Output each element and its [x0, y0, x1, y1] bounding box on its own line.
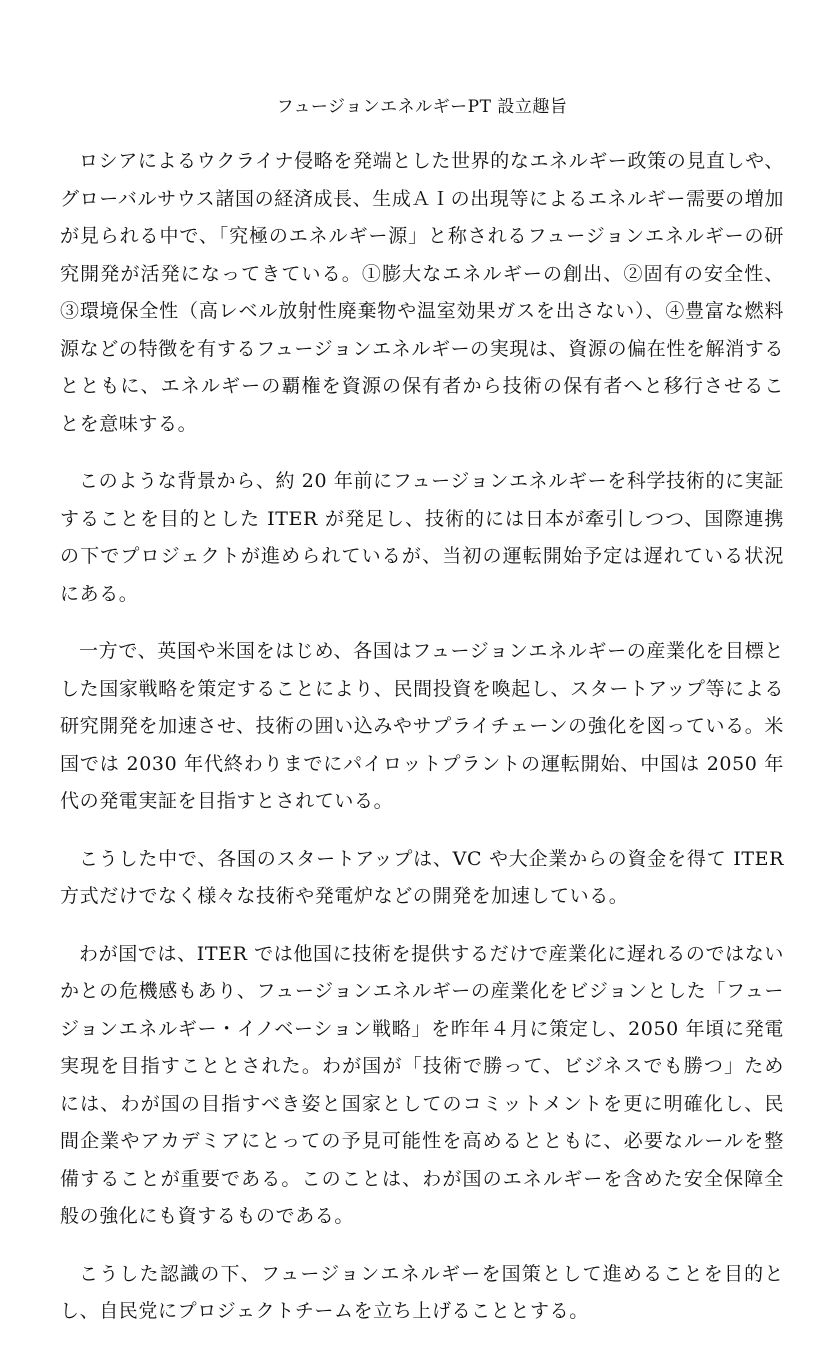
paragraph-background: ロシアによるウクライナ侵略を発端とした世界的なエネルギー政策の見直しや、グローバルサウス諸国の経済成長、生成ＡＩの出現等によるエネルギー需要の増加が見られる中で、「究極のエネルギー源」と称されるフュージョンエネルギーの研究開発が活発になってきている。①膨大なエネルギーの創出、②固有の安全性、③環境保全性（高レベル放射性廃棄物や温室効果ガスを出さない）、④豊富な燃料源などの特徴を有するフュージョンエネルギーの実現は、資源の偏在性を解消するとともに、エネルギーの覇権を資源の保有者から技術の保有者へと移行させることを意味する。: [60, 150, 784, 435]
paragraph-startups: こうした中で、各国のスタートアップは、VC や大企業からの資金を得て ITER 方式だけでなく様々な技術や発電炉などの開発を加速している。: [60, 847, 784, 907]
paragraph-japan-strategy: わが国では、ITER では他国に技術を提供するだけで産業化に遅れるのではないかとの危機感もあり、フュージョンエネルギーの産業化をビジョンとした「フュージョンエネルギー・イノベーション戦略」を昨年４月に策定し、2050 年頃に発電実現を目指すこととされた。わが国が「技術で勝って、ビジネスでも勝つ」ためには、わが国の目指すべき姿と国家としてのコミットメントを更に明確化し、民間企業やアカデミアにとっての予見可能性を高めるとともに、必要なルールを整備することが重要である。このことは、わが国のエネルギーを含めた安全保障全般の強化にも資するものである。: [60, 942, 784, 1227]
paragraph-conclusion: こうした認識の下、フュージョンエネルギーを国策として進めることを目的とし、自民党にプロジェクトチームを立ち上げることとする。: [60, 1262, 784, 1322]
document-title: フュージョンエネルギーPT 設立趣旨: [276, 97, 568, 117]
paragraph-iter: このような背景から、約 20 年前にフュージョンエネルギーを科学技術的に実証することを目的とした ITER が発足し、技術的には日本が牽引しつつ、国際連携の下でプロジェクトが進められているが、当初の運転開始予定は遅れている状況にある。: [60, 470, 784, 605]
document-page: [60, 92, 784, 1351]
paragraph-international-strategies: 一方で、英国や米国をはじめ、各国はフュージョンエネルギーの産業化を目標とした国家戦略を策定することにより、民間投資を喚起し、スタートアップ等による研究開発を加速させ、技術の囲い込みやサプライチェーンの強化を図っている。米国では 2030 年代終わりまでにパイロットプラントの運転開始、中国は 2050 年代の発電実証を目指すとされている。: [60, 640, 784, 812]
